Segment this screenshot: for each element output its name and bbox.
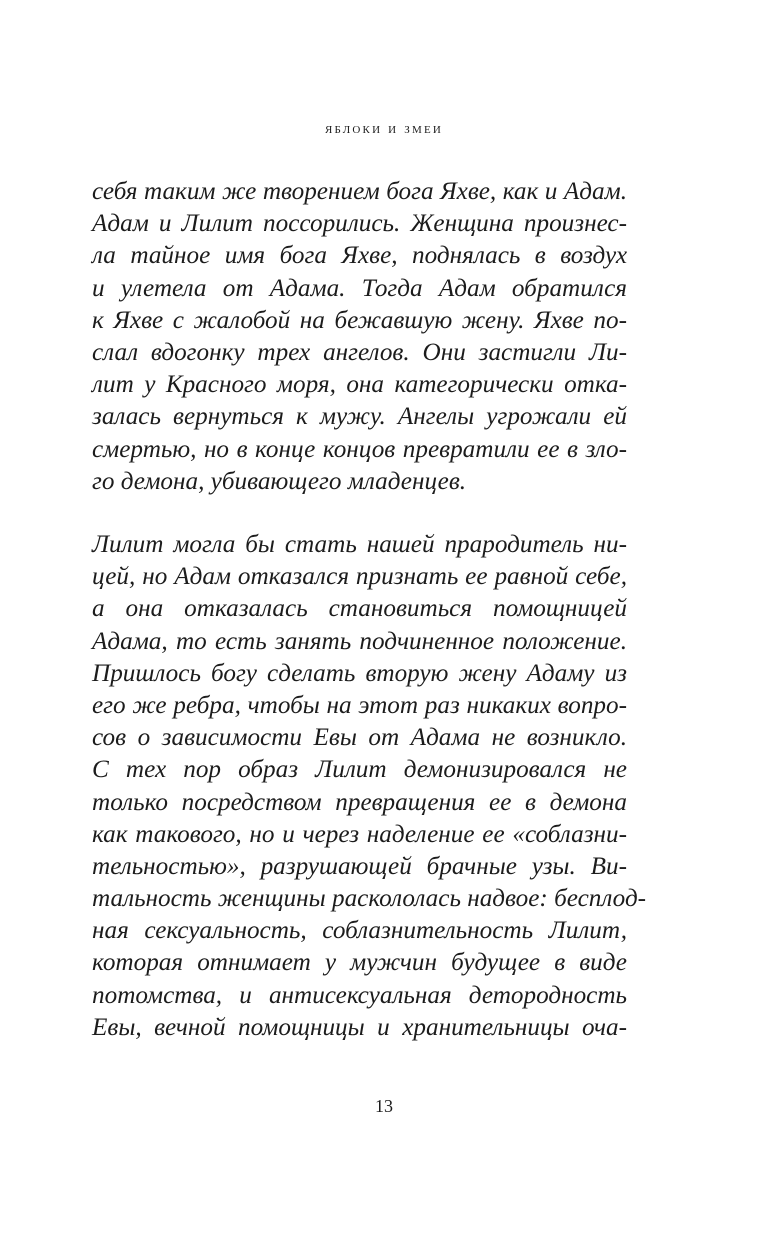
paragraph-1 bbox=[92, 176, 627, 498]
text-line: Адама, то есть занять подчиненное положение. bbox=[92, 627, 627, 655]
text-line: Адам и Лилит поссорились. Женщина произнес- bbox=[92, 210, 627, 238]
text-line: ная сексуальность, соблазнительность Лилит, bbox=[92, 917, 627, 945]
text-line: и улетела от Адама. Тогда Адам обратился bbox=[92, 274, 627, 302]
text-line: к Яхве с жалобой на бежавшую жену. Яхве по- bbox=[92, 306, 627, 334]
running-head: яблоки и змеи bbox=[324, 121, 444, 137]
text-line: Лилит могла бы стать нашей прародитель ни- bbox=[92, 531, 627, 558]
text-line: Евы, вечной помощницы и хранительницы оча- bbox=[92, 1013, 627, 1041]
text-line: которая отнимает у мужчин будущее в виде bbox=[92, 949, 627, 977]
page-number: 13 bbox=[375, 1096, 393, 1116]
text-line: а она отказалась становиться помощницей bbox=[92, 595, 627, 623]
text-line: как такового, но и через наделение ее «соблазни- bbox=[92, 820, 627, 848]
text-line: смертью, но в конце концов превратили ее в зло- bbox=[92, 435, 627, 463]
text-line: только посредством превращения ее в демона bbox=[92, 788, 627, 816]
text-line: ла тайное имя бога Яхве, поднялась в воздух bbox=[92, 242, 627, 270]
text-line: слал вдогонку трех ангелов. Они застигли Ли- bbox=[92, 338, 627, 366]
text-line: го демона, убивающего младенцев. bbox=[92, 467, 467, 495]
text-line: тальность женщины раскололась надвое: бесплод- bbox=[92, 885, 647, 913]
text-line: цей, но Адам отказался признать ее равной себе, bbox=[92, 563, 627, 591]
paragraph-2 bbox=[92, 529, 647, 1044]
text-line: Пришлось богу сделать вторую жену Адаму из bbox=[92, 659, 627, 687]
text-line: тельностью», разрушающей брачные узы. Ви- bbox=[92, 852, 627, 880]
text-line: залась вернуться к мужу. Ангелы угрожали ей bbox=[92, 403, 627, 431]
text-line: себя таким же творением бога Яхве, как и Адам. bbox=[92, 178, 627, 205]
text-line: потомства, и антисексуальная детородность bbox=[92, 981, 627, 1009]
text-line: лит у Красного моря, она категорически отка- bbox=[92, 371, 627, 399]
text-line: сов о зависимости Евы от Адама не возникло. bbox=[92, 724, 627, 752]
text-line: его же ребра, чтобы на этот раз никаких вопро- bbox=[92, 691, 627, 719]
text-line: С тех пор образ Лилит демонизировался не bbox=[92, 756, 627, 784]
